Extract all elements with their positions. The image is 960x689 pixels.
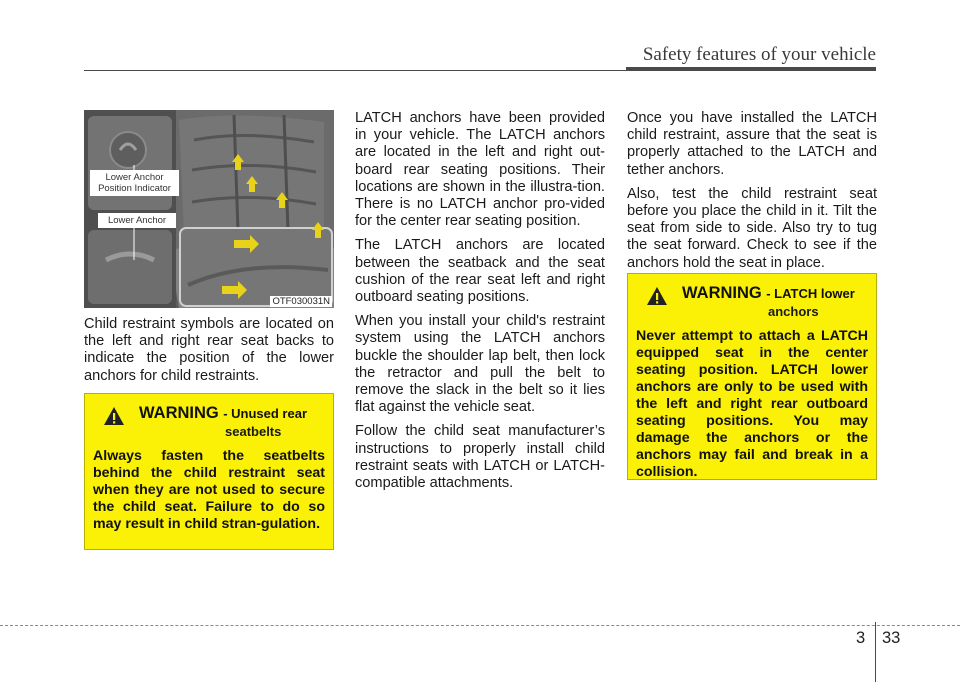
page-number: 33 bbox=[882, 629, 901, 647]
warning-header bbox=[636, 284, 868, 324]
warning-title: WARNING bbox=[139, 404, 219, 422]
lower-anchor-label: Lower Anchor bbox=[98, 213, 176, 228]
lower-anchor-position-indicator-label: Lower Anchor Position Indicator bbox=[90, 170, 179, 196]
header-rule-accent bbox=[626, 67, 876, 71]
warning-triangle-icon bbox=[646, 286, 668, 311]
warning-title: WARNING bbox=[682, 284, 762, 302]
footer-divider bbox=[875, 622, 876, 682]
test-restraint-paragraph: Also, test the child restraint seat before you place the child in it. Tilt the seat from side to side. Also try to tug the seat forward. Check to see if the anchors hold the seat in place. bbox=[627, 185, 877, 271]
warning-subtitle-line2: seatbelts bbox=[225, 424, 282, 439]
warning-subtitle: - LATCH lower bbox=[766, 286, 855, 301]
warning-subtitle-line2: anchors bbox=[768, 304, 819, 319]
column-middle bbox=[355, 110, 605, 499]
footer-rule bbox=[0, 625, 960, 626]
latch-anchor-illustration bbox=[84, 110, 334, 308]
latch-provided-paragraph: LATCH anchors have been provided in your vehicle. The LATCH anchors are located in the left and right out-board rear seating positions. Their locations are shown in the illustra-tion. There is no LATCH anchor pro-vided for the center rear seating position. bbox=[355, 110, 605, 230]
page-header-title: Safety features of your vehicle bbox=[642, 44, 876, 65]
warning-box-latch-lower-anchors bbox=[627, 273, 877, 480]
figure-code: OTF030031N bbox=[272, 296, 330, 307]
warning-header bbox=[93, 404, 325, 444]
child-restraint-symbols-paragraph: Child restraint symbols are located on the left and right rear seat backs to indicate the position of the lower anchors for child restraints. bbox=[84, 316, 334, 384]
warning-box-unused-seatbelts bbox=[84, 393, 334, 550]
section-number: 3 bbox=[856, 629, 866, 647]
column-right bbox=[627, 110, 877, 279]
warning-body: Always fasten the seatbelts behind the child restraint seat when they are not used to secure the child seat. Failure to do so may result in child stran-gulation. bbox=[93, 448, 325, 532]
latch-install-paragraph: When you install your child's restraint system using the LATCH anchors buckle the shoulder lap belt, then lock the retractor and pull the belt to remove the slack in the belt so it lies flat against the vehicle seat. bbox=[355, 313, 605, 416]
column-left bbox=[84, 110, 334, 392]
assure-attached-paragraph: Once you have installed the LATCH child restraint, assure that the seat is properly attached to the LATCH and tether anchors. bbox=[627, 110, 877, 178]
warning-body: Never attempt to attach a LATCH equipped seat in the center seating position. LATCH lower anchors are only to be used with the left and right rear outboard seating positions. You may damage the anchors or the anchors may fail and break in a collision. bbox=[636, 328, 868, 480]
latch-location-paragraph: The LATCH anchors are located between the seatback and the seat cushion of the rear seat left and right outboard seating positions. bbox=[355, 237, 605, 306]
warning-subtitle: - Unused rear bbox=[223, 406, 308, 421]
rear-seat-drawing bbox=[84, 110, 334, 308]
manufacturer-instructions-paragraph: Follow the child seat manufacturer’s instructions to properly install child restraint seats with LATCH or LATCH-compatible attachments. bbox=[355, 423, 605, 492]
warning-triangle-icon bbox=[103, 406, 125, 431]
